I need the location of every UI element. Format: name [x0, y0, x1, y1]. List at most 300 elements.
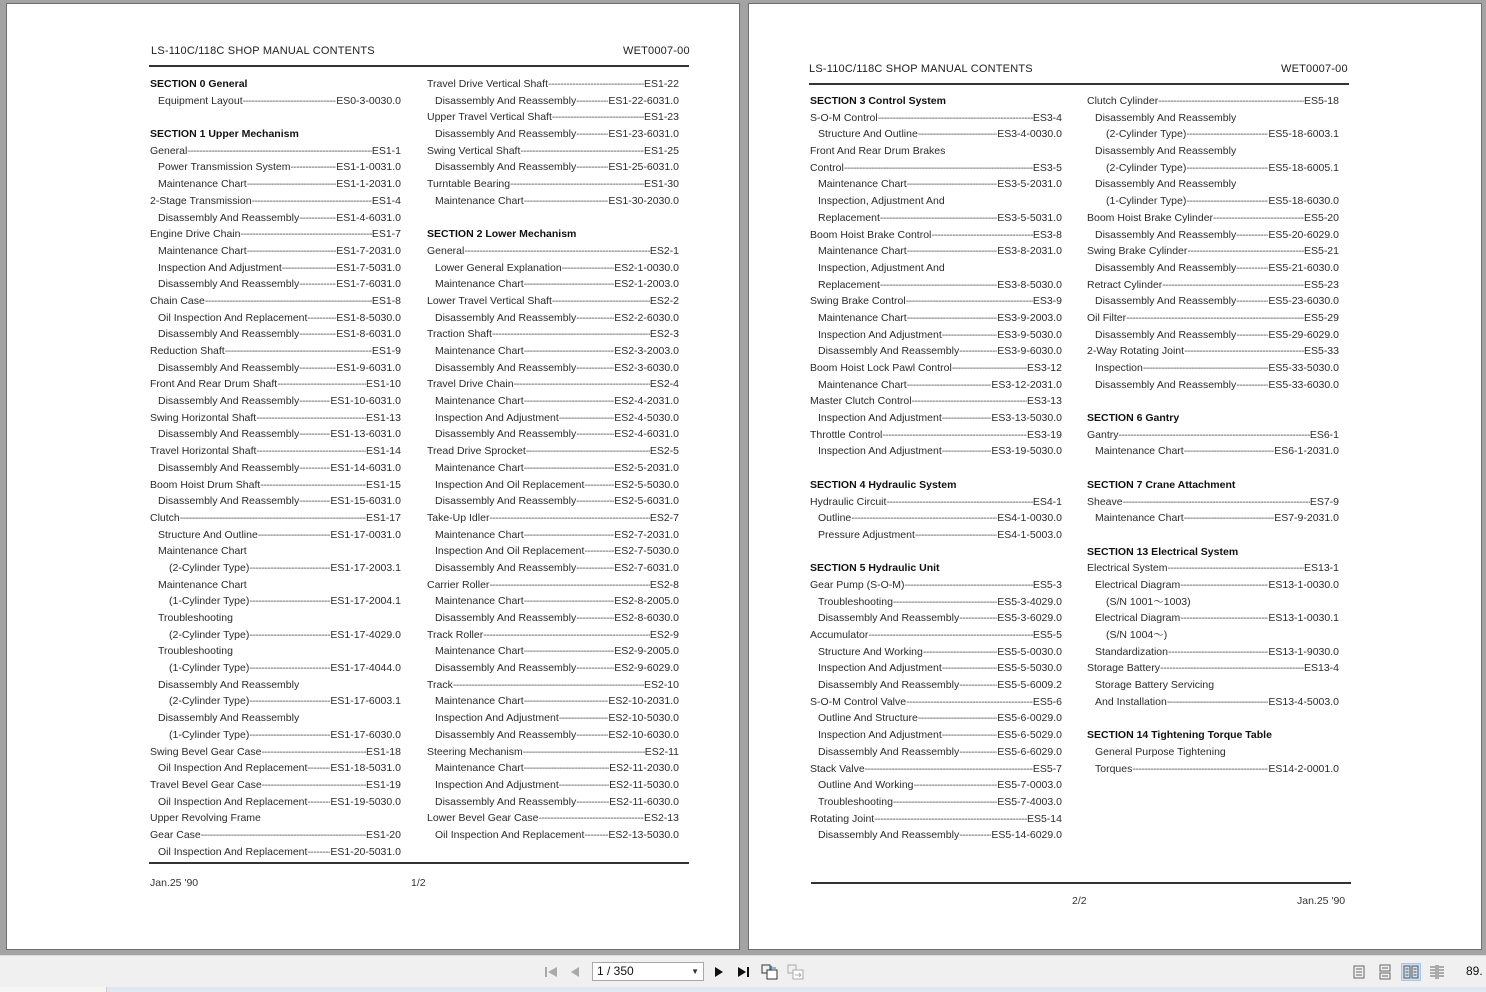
toc-entry-title: S-O-M Control — [810, 111, 878, 124]
next-page-button[interactable] — [712, 963, 726, 981]
dot-leader — [562, 260, 615, 277]
toc-entry — [810, 310, 1062, 327]
toc-entry-title: Boom Hoist Drum Shaft — [150, 478, 261, 491]
toc-entry — [1087, 610, 1339, 627]
toc-entry-title: Swing Brake Control — [810, 295, 906, 308]
dot-leader — [524, 393, 614, 410]
toc-entry — [810, 494, 1062, 511]
toc-entry — [427, 460, 679, 477]
toc-entry-title: Lower Bevel Gear Case — [427, 812, 539, 825]
dot-leader — [559, 710, 609, 727]
toc-entry-code: ES3-9-6030.0 — [997, 345, 1062, 358]
toc-entry-title: Disassembly And Reassembly — [435, 94, 577, 107]
toc-entry-code: ES5-18-6030.0 — [1268, 195, 1339, 208]
dot-leader — [923, 644, 997, 661]
dot-leader — [1184, 510, 1274, 527]
toc-entry-title: Disassembly And Reassembly — [818, 345, 960, 358]
toc-entry — [150, 260, 401, 277]
toc-entry — [810, 210, 1062, 227]
chevron-down-icon[interactable]: ▼ — [691, 967, 699, 976]
toc-entry-code: ES5-6-6029.0 — [997, 745, 1062, 758]
toc-entry-title: Rotating Joint — [810, 812, 875, 825]
toc-entry — [810, 227, 1062, 244]
toc-entry-code: ES5-3-6029.0 — [997, 612, 1062, 625]
dot-leader — [1186, 126, 1268, 143]
toc-entry-code: ES2-1 — [649, 244, 679, 257]
dot-leader — [959, 677, 997, 694]
status-segment — [0, 987, 107, 992]
toc-entry — [1087, 310, 1339, 327]
toc-entry-title: Disassembly And Reassembly — [435, 795, 577, 808]
toc-entry-title: Clutch — [150, 511, 180, 524]
toc-entry-title: Travel Drive Chain — [427, 378, 514, 391]
toc-entry — [1087, 327, 1339, 344]
dot-leader — [520, 143, 644, 160]
toc-entry — [150, 477, 401, 494]
toc-entry-code: ES5-7 — [1032, 762, 1062, 775]
toc-entry-title: Structure And Outline — [818, 128, 918, 141]
toc-entry-code: ES2-10-6030.0 — [608, 728, 679, 741]
dot-leader — [552, 293, 650, 310]
toc-entry — [810, 744, 1062, 761]
toc-entry-title: Lower General Explanation — [435, 261, 562, 274]
dot-leader — [240, 226, 371, 243]
continuous-view-button[interactable] — [1376, 963, 1394, 981]
section-heading: SECTION 0 General — [150, 78, 248, 90]
status-bar — [0, 987, 1486, 992]
dot-leader — [1168, 560, 1304, 577]
toc-entry-title: Electrical Diagram — [1095, 578, 1181, 591]
toc-entry-title: Inspection — [1095, 362, 1143, 374]
toc-entry — [1087, 494, 1339, 511]
toc-entry — [1087, 443, 1339, 460]
toc-entry-title: (2-Cylinder Type) — [1106, 128, 1187, 141]
toc-entry-title: Outline — [818, 512, 852, 525]
toc-entry — [810, 827, 1062, 844]
toc-entry-title: Disassembly And Reassembly — [435, 612, 577, 624]
toc-entry — [150, 760, 401, 777]
toc-entry-title: Inspection And Adjustment — [818, 729, 942, 742]
toc-entry-title: Accumulator — [810, 629, 869, 641]
toc-entry-title: Disassembly And Reassembly — [158, 428, 300, 441]
dot-leader — [914, 777, 998, 794]
dot-leader — [912, 393, 1027, 410]
dot-leader — [1180, 577, 1268, 594]
toc-entry-title: 2-Stage Transmission — [150, 194, 252, 207]
toc-entry — [427, 159, 679, 176]
toc-entry — [427, 176, 679, 193]
toc-entry-code: ES1-7-2031.0 — [336, 244, 401, 257]
toc-entry-title: 2-Way Rotating Joint — [1087, 345, 1185, 358]
toc-entry-title: Disassembly And Reassembly — [158, 361, 300, 374]
dot-leader — [576, 660, 614, 677]
toc-entry — [427, 693, 679, 710]
toc-entry — [150, 426, 401, 443]
toc-entry-code: ES5-18 — [1303, 95, 1339, 107]
toc-entry-code: ES3-5-2031.0 — [997, 178, 1062, 191]
toc-entry-title: Disassembly And Reassembly — [158, 712, 300, 725]
toc-entry-code: ES1-20 — [365, 828, 401, 841]
dot-leader — [907, 377, 992, 394]
toc-entry — [150, 677, 401, 694]
toc-entry-title: Disassembly And Reassembly — [435, 728, 577, 741]
toc-entry — [427, 310, 679, 327]
toc-entry-code: ES13-1-0030.0 — [1268, 578, 1339, 591]
toc-entry-code: ES4-1-0030.0 — [997, 512, 1062, 525]
toc-entry — [810, 644, 1062, 661]
toc-entry-code: ES1-8-6031.0 — [336, 328, 401, 341]
toc-entry-title: General — [427, 244, 465, 257]
page-number-value: 1 / 350 — [597, 964, 634, 978]
toc-entry-code: ES1-15-6031.0 — [330, 495, 401, 508]
previous-page-button[interactable] — [568, 963, 582, 981]
dot-leader — [1186, 193, 1268, 210]
toc-entry-title: Gear Case — [150, 828, 201, 841]
toc-entry — [427, 443, 679, 460]
dot-leader — [584, 543, 614, 560]
section-heading: SECTION 7 Crane Attachment — [1087, 478, 1236, 491]
previous-view-button[interactable] — [760, 963, 780, 981]
dot-leader — [252, 193, 372, 210]
dot-leader — [907, 243, 997, 260]
toc-entry-title: Travel Drive Vertical Shaft — [427, 78, 548, 90]
toc-entry-title: Throttle Control — [810, 428, 883, 441]
toc-entry-code: ES2-2-6030.0 — [614, 311, 679, 324]
toc-entry — [1087, 377, 1339, 394]
dot-leader — [880, 210, 997, 227]
toc-entry-title: Disassembly And Reassembly — [1095, 178, 1237, 191]
dot-leader — [249, 627, 330, 644]
toc-entry — [427, 326, 679, 343]
toc-entry-title: Inspection And Oil Replacement — [435, 545, 585, 558]
toc-entry — [1087, 110, 1339, 127]
toc-entry — [810, 360, 1062, 377]
toc-entry-code: ES5-7-0003.0 — [997, 779, 1062, 792]
dot-leader — [299, 210, 336, 227]
toc-entry-code: ES5-29-6029.0 — [1268, 328, 1339, 341]
toc-entry-code: ES3-12-2031.0 — [991, 378, 1062, 391]
toc-entry-title: Disassembly And Reassembly — [1095, 378, 1237, 391]
toc-entry-title: Maintenance Chart — [435, 278, 524, 291]
toc-entry-code: ES1-25-6031.0 — [608, 161, 679, 174]
toc-entry-title: Oil Inspection And Replacement — [158, 845, 308, 858]
toc-entry-title: Outline And Structure — [818, 712, 918, 725]
first-page-button[interactable] — [542, 963, 560, 981]
dot-leader — [243, 93, 337, 110]
toc-entry-code: ES1-17-0031.0 — [330, 528, 401, 541]
toc-entry-code: ES1-7-5031.0 — [336, 261, 401, 274]
toc-entry-code: ES1-14-6031.0 — [330, 461, 401, 474]
toc-entry — [1087, 761, 1339, 778]
dot-leader — [844, 160, 1033, 177]
toc-entry-title: Maintenance Chart — [818, 245, 907, 258]
dot-leader — [959, 610, 997, 627]
toc-entry — [427, 643, 679, 660]
toc-entry-title: Inspection, Adjustment And — [818, 261, 945, 274]
toc-column — [810, 93, 1062, 844]
dot-leader — [1132, 761, 1268, 778]
toc-entry — [1087, 126, 1339, 143]
toc-entry-title: Maintenance Chart — [158, 178, 247, 191]
footer-rule — [811, 882, 1351, 884]
toc-entry-title: Troubleshooting — [818, 595, 893, 608]
toc-entry-code: ES2-9-6029.0 — [614, 662, 679, 675]
dot-leader — [918, 126, 997, 143]
toc-entry-code: ES3-5 — [1032, 161, 1062, 174]
toc-entry-title: Disassembly And Reassembly — [435, 128, 577, 141]
toc-entry-title: Disassembly And Reassembly — [158, 278, 300, 291]
next-view-button[interactable] — [786, 963, 806, 981]
toc-entry — [810, 610, 1062, 627]
toc-entry-title: Hydraulic Circuit — [810, 495, 887, 508]
dot-leader — [277, 376, 366, 393]
toc-entry-code: ES2-1-0030.0 — [614, 261, 679, 274]
dot-leader — [483, 627, 650, 644]
dot-leader — [262, 777, 366, 794]
toc-entry — [150, 226, 401, 243]
dot-leader — [256, 410, 366, 427]
section-heading: SECTION 1 Upper Mechanism — [150, 128, 299, 141]
toc-entry-title: (S/N 1001～1003) — [1106, 595, 1191, 608]
toc-entry-code: ES2-7-6031.0 — [614, 561, 679, 574]
dot-leader — [187, 143, 371, 160]
toc-entry-code: ES1-23-6031.0 — [608, 128, 679, 141]
toc-entry-title: Swing Horizontal Shaft — [150, 411, 257, 424]
toc-entry-title: Inspection And Adjustment — [435, 778, 559, 791]
dot-leader — [1160, 660, 1304, 677]
toc-entry-title: Replacement — [818, 278, 880, 291]
toc-entry-code: ES2-8-6030.0 — [614, 612, 679, 624]
toc-entry-title: Track — [427, 678, 453, 691]
last-page-icon — [737, 966, 751, 978]
section-heading: SECTION 13 Electrical System — [1087, 545, 1239, 558]
dot-leader — [524, 643, 614, 660]
toc-entry-title: Travel Horizontal Shaft — [150, 445, 257, 458]
toc-entry-code: ES5-6-5029.0 — [997, 729, 1062, 742]
toc-entry-code: ES5-6 — [1032, 695, 1062, 708]
toc-entry-code: ES2-5 — [649, 445, 679, 458]
header-rule — [809, 83, 1349, 85]
toc-entry-title: Oil Inspection And Replacement — [158, 795, 308, 808]
dot-leader — [249, 593, 330, 610]
toc-entry-code: ES2-4 — [649, 378, 679, 391]
toc-entry-title: Maintenance Chart — [435, 695, 524, 708]
dot-leader — [942, 727, 997, 744]
toc-entry-code: ES3-5-5031.0 — [997, 211, 1062, 224]
page-number-input[interactable] — [592, 962, 704, 981]
toc-entry — [427, 827, 679, 844]
toc-entry-title: Swing Bevel Gear Case — [150, 745, 262, 758]
zoom-level-field[interactable]: 89. — [1466, 964, 1483, 978]
dot-leader — [299, 493, 330, 510]
toc-entry-title: Electrical Diagram — [1095, 612, 1181, 625]
toc-entry — [810, 176, 1062, 193]
toc-entry-code: ES5-23-6030.0 — [1268, 295, 1339, 308]
facing-view-button[interactable] — [1401, 963, 1421, 981]
toc-entry-code: ES2-9 — [649, 628, 679, 641]
dot-leader — [299, 393, 330, 410]
toc-entry — [810, 811, 1062, 828]
first-page-icon — [544, 966, 558, 978]
toc-entry — [1087, 694, 1339, 711]
toc-entry — [427, 710, 679, 727]
toc-entry-title: S-O-M Control Valve — [810, 695, 907, 708]
toc-entry — [1087, 360, 1339, 377]
toc-entry-code: ES1-17-6030.0 — [330, 728, 401, 741]
dot-leader — [907, 176, 997, 193]
dot-leader — [1236, 227, 1268, 244]
toc-entry-title: (1-Cylinder Type) — [169, 595, 250, 608]
toc-entry-code: ES1-1-0031.0 — [336, 161, 401, 174]
toc-entry — [810, 160, 1062, 177]
toc-entry-title: Maintenance Chart — [435, 595, 524, 608]
toc-entry — [150, 560, 401, 577]
toc-entry — [810, 410, 1062, 427]
toc-entry-title: Oil Inspection And Replacement — [435, 828, 585, 841]
toc-entry-code: ES2-10-5030.0 — [608, 712, 679, 725]
dot-leader — [906, 694, 1033, 711]
toc-entry-title: Disassembly And Reassembly — [1095, 145, 1237, 158]
toc-entry-title: Disassembly And Reassembly — [1095, 295, 1237, 308]
toc-entry — [810, 343, 1062, 360]
dot-leader — [552, 109, 644, 126]
dot-leader — [942, 410, 992, 427]
toc-entry-code: ES13-4-5003.0 — [1268, 695, 1339, 708]
toc-entry — [150, 577, 401, 594]
toc-entry-code: ES3-8-5030.0 — [997, 278, 1062, 291]
toc-entry-code: ES2-1-2003.0 — [614, 278, 679, 291]
toc-entry — [427, 276, 679, 293]
dot-leader — [524, 527, 614, 544]
toc-entry-title: Inspection And Adjustment — [158, 261, 282, 274]
toc-column — [1087, 93, 1339, 777]
toc-entry-title: Upper Travel Vertical Shaft — [427, 111, 552, 124]
single-page-view-button[interactable] — [1350, 963, 1368, 981]
toc-entry-title: Stack Valve — [810, 762, 865, 775]
section-heading: SECTION 2 Lower Mechanism — [427, 228, 577, 241]
toc-entry-title: Disassembly And Reassembly — [1095, 261, 1237, 274]
toc-entry-title: Standardization — [1095, 645, 1168, 658]
dot-leader — [559, 410, 614, 427]
toc-entry-title: Storage Battery — [1087, 662, 1160, 675]
toc-entry-title: Disassembly And Reassembly — [158, 461, 300, 474]
toc-entry-title: Maintenance Chart — [158, 545, 247, 558]
toc-entry-code: ES1-17 — [365, 511, 401, 524]
toc-entry-title: Turntable Bearing — [427, 178, 511, 191]
toc-entry — [810, 443, 1062, 460]
toc-entry-title: Inspection And Adjustment — [818, 328, 942, 341]
dot-leader — [510, 176, 644, 193]
last-page-button[interactable] — [735, 963, 753, 981]
toc-entry-title: General Purpose Tightening — [1095, 745, 1226, 758]
toc-entry — [427, 477, 679, 494]
toc-entry-code: ES1-9 — [371, 345, 401, 357]
toc-entry-code: ES3-4-0030.0 — [997, 128, 1062, 141]
dot-leader — [959, 827, 991, 844]
toc-entry-code: ES13-1-9030.0 — [1268, 645, 1339, 658]
section-heading: SECTION 6 Gantry — [1087, 412, 1180, 425]
toc-entry — [150, 93, 401, 110]
dot-leader — [1213, 210, 1304, 227]
section-heading: SECTION 14 Tightening Torque Table — [1087, 729, 1272, 742]
dot-leader — [453, 677, 644, 694]
dot-leader — [906, 293, 1033, 310]
toc-entry-code: ES2-7 — [649, 511, 679, 524]
facing-pages-icon — [1403, 965, 1419, 979]
toc-entry-code: ES1-17-2003.1 — [330, 561, 401, 574]
toc-entry — [810, 293, 1062, 310]
toc-entry-title: (1-Cylinder Type) — [169, 662, 250, 675]
toc-entry — [150, 376, 401, 393]
toc-entry — [810, 143, 1062, 160]
page-header-title: LS-110C/118C SHOP MANUAL CONTENTS — [151, 45, 375, 57]
toc-entry — [150, 593, 401, 610]
single-page-icon — [1353, 965, 1365, 979]
toc-entry-title: Outline And Working — [818, 779, 914, 792]
toc-entry-title: Maintenance Chart — [818, 178, 907, 191]
toc-entry-code: ES2-11-2030.0 — [609, 762, 679, 775]
toc-entry — [427, 510, 679, 527]
toc-entry-code: ES2-4-2031.0 — [614, 395, 679, 408]
toc-entry-title: Inspection And Adjustment — [818, 445, 942, 458]
toc-entry-code: ES1-25 — [643, 144, 679, 157]
toc-entry-code: ES5-18-6003.1 — [1268, 128, 1339, 141]
toc-entry — [427, 610, 679, 627]
dot-leader — [851, 510, 997, 527]
toc-entry — [150, 710, 401, 727]
dot-leader — [886, 494, 1032, 511]
toc-entry-title: Disassembly And Reassembly — [1095, 328, 1237, 341]
dot-leader — [893, 594, 997, 611]
toc-entry — [427, 777, 679, 794]
dot-leader — [1126, 310, 1304, 327]
dot-leader — [942, 660, 997, 677]
toc-entry — [1087, 93, 1339, 110]
toc-entry-code: ES5-33 — [1303, 345, 1339, 358]
toc-entry — [1087, 677, 1339, 694]
toc-entry — [427, 543, 679, 560]
toc-entry — [1087, 143, 1339, 160]
toc-entry — [150, 660, 401, 677]
dot-leader — [524, 460, 614, 477]
dot-leader — [524, 343, 614, 360]
toc-entry-title: Engine Drive Chain — [150, 228, 241, 241]
dot-leader — [931, 227, 1032, 244]
toc-entry — [1087, 343, 1339, 360]
toc-entry — [427, 376, 679, 393]
toc-entry — [810, 510, 1062, 527]
dot-leader — [952, 360, 1027, 377]
dot-leader — [307, 760, 330, 777]
toc-entry — [427, 560, 679, 577]
continuous-facing-view-button[interactable] — [1428, 963, 1446, 981]
toc-entry — [1087, 277, 1339, 294]
dot-leader — [1158, 93, 1304, 110]
dot-leader — [299, 360, 336, 377]
toc-entry — [427, 577, 679, 594]
dot-leader — [1187, 243, 1304, 260]
toc-entry — [150, 343, 401, 360]
toc-entry-title: General — [150, 144, 188, 157]
toc-entry-title: Take-Up Idler — [427, 511, 490, 524]
toc-entry-title: Disassembly And Reassembly — [435, 311, 577, 324]
next-view-icon — [787, 964, 805, 980]
dot-leader — [1168, 644, 1268, 661]
dot-leader — [260, 477, 366, 494]
toc-entry-code: ES1-8 — [371, 294, 401, 307]
dot-leader — [907, 310, 997, 327]
dot-leader — [865, 761, 1033, 778]
